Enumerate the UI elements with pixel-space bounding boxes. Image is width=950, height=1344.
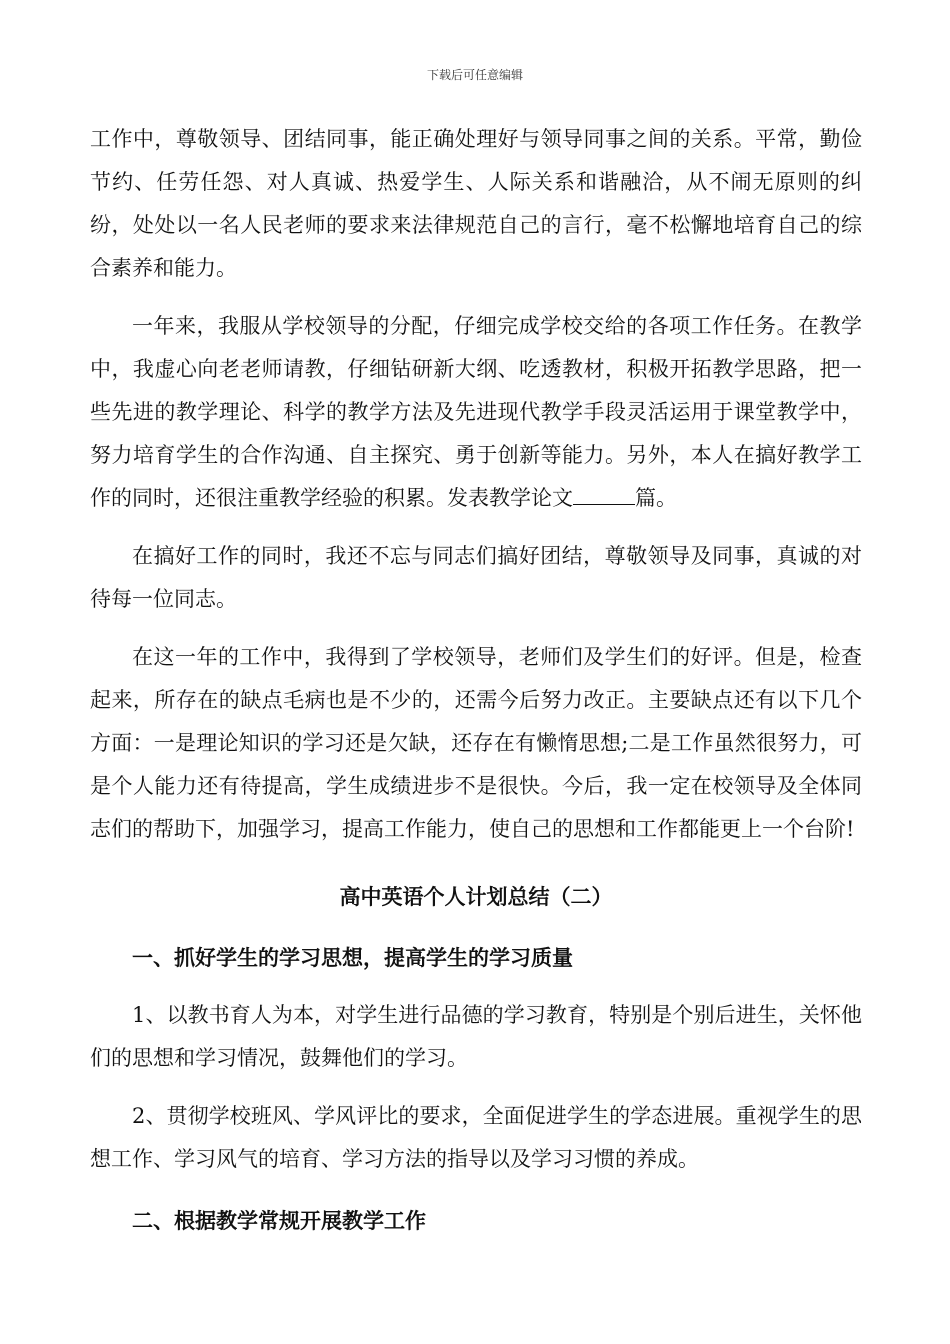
paragraph-2-tail: 篇。: [635, 486, 677, 510]
list-item-1: 1、以教书育人为本，对学生进行品德的学习教育，特别是个别后进生，关怀他们的思想和学习情况，鼓舞他们的学习。: [90, 1003, 862, 1070]
paragraph-2-text: 一年来，我服从学校领导的分配，仔细完成学校交给的各项工作任务。在教学中，我虚心向老老师请教，仔细钻研新大纲、吃透教材，积极开拓教学思路，把一些先进的教学理论、科学的教学方法及先进现代教学手段灵活运用于课堂教学中，努力培育学生的合作沟通、自主探究、勇于创新等能力。另外，本人在搞好教学工作的同时，还很注重教学经验的积累。发表教学论文: [90, 314, 862, 510]
blank-underline: [573, 486, 635, 505]
paragraph-3: 在搞好工作的同时，我还不忘与同志们搞好团结，尊敬领导及同事，真诚的对待每一位同志。: [90, 544, 862, 611]
heading-1: 一、抓好学生的学习思想，提高学生的学习质量: [132, 945, 573, 970]
paragraph-1: 工作中，尊敬领导、团结同事，能正确处理好与领导同事之间的关系。平常，勤俭节约、任劳任怨、对人真诚、热爱学生、人际关系和谐融洽，从不闹无原则的纠纷，处处以一名人民老师的要求来法律规范自己的言行，毫不松懈地培育自己的综合素养和能力。: [90, 127, 862, 280]
document-body: [90, 118, 862, 1242]
paragraph-2: [90, 305, 862, 520]
list-item-2: 2、贯彻学校班风、学风评比的要求，全面促进学生的学态进展。重视学生的思想工作、学习风气的培育、学习方法的指导以及学习习惯的养成。: [90, 1104, 862, 1171]
page-header: 下载后可任意编辑: [426, 68, 523, 82]
heading-2: 二、根据教学常规开展教学工作: [132, 1208, 426, 1233]
section-title: 高中英语个人计划总结（二）: [339, 884, 613, 909]
paragraph-4: 在这一年的工作中，我得到了学校领导，老师们及学生们的好评。但是，检查起来，所存在的缺点毛病也是不少的，还需今后努力改正。主要缺点还有以下几个方面：一是理论知识的学习还是欠缺，还存在有懒惰思想;二是工作虽然很努力，可是个人能力还有待提高，学生成绩进步不是很快。今后，我一定在校领导及全体同志们的帮助下，加强学习，提高工作能力，使自己的思想和工作都能更上一个台阶!: [90, 645, 862, 841]
